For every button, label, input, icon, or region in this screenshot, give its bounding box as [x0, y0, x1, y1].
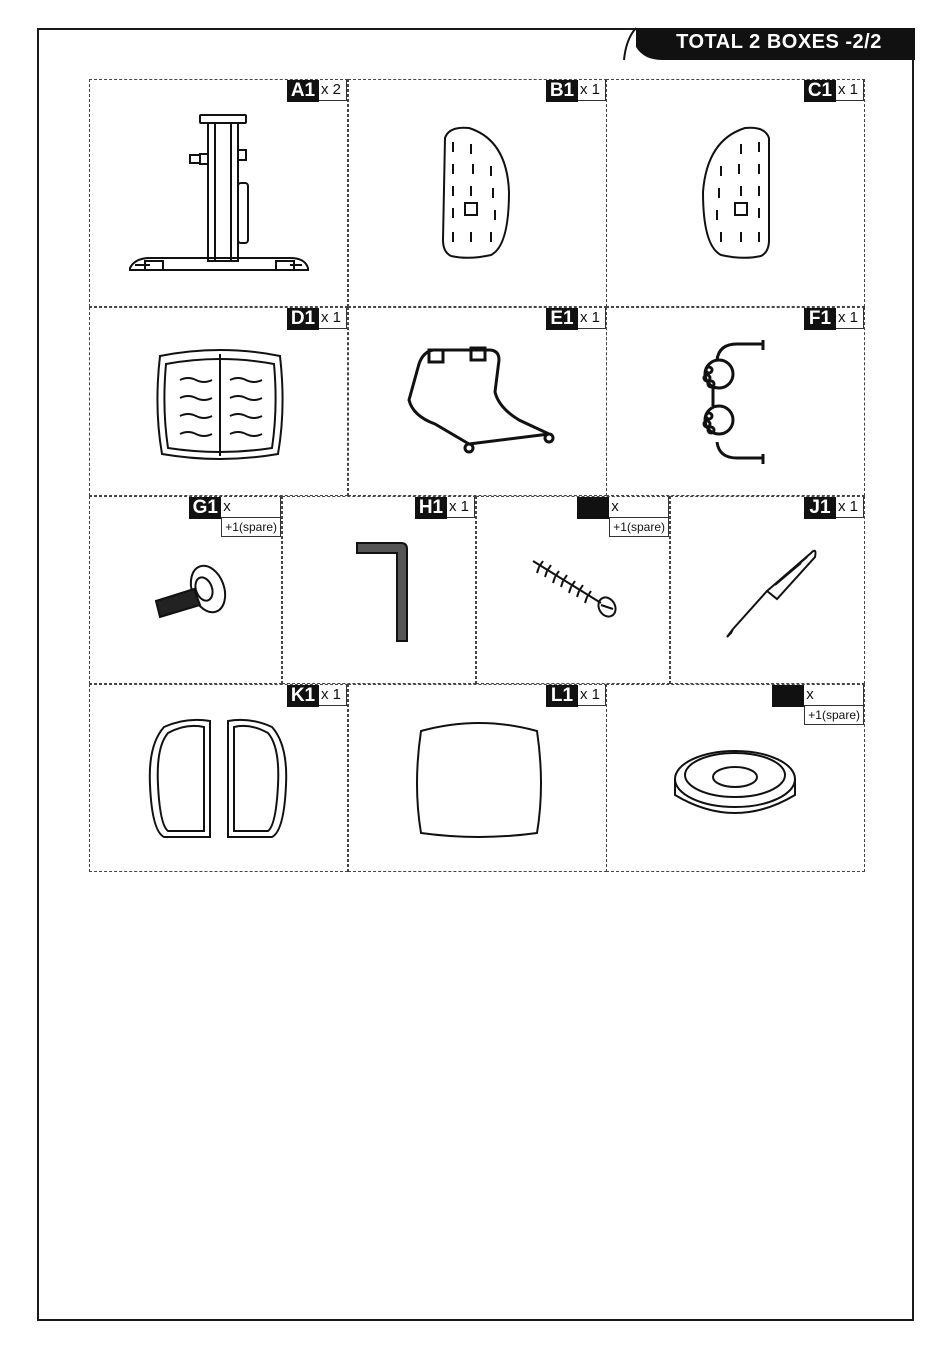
part-cell-d1	[89, 307, 348, 496]
part-cell-a1	[89, 79, 348, 307]
part-id-tag: E1	[546, 308, 578, 330]
part-id-tag: H1	[415, 497, 447, 519]
part-quantity: x 1	[319, 308, 347, 329]
part-cell-m1	[606, 684, 865, 872]
part-cell-f1	[606, 307, 865, 496]
pedestal-base-illustration	[90, 80, 349, 308]
parts-grid	[89, 79, 865, 872]
part-quantity: x 1	[447, 497, 475, 518]
armrest-bracket-illustration	[607, 308, 866, 497]
part-quantity: x 1	[836, 80, 864, 101]
part-quantity: x 2	[319, 80, 347, 101]
part-cell-c1	[606, 79, 865, 307]
seat-cushion-illustration	[349, 685, 608, 873]
part-id-tag: B1	[546, 80, 578, 102]
seat-frame-illustration	[349, 308, 608, 497]
spare-note: +1(spare)	[609, 518, 669, 537]
part-cell-h1	[282, 496, 476, 684]
backrest-plate-illustration	[349, 80, 608, 308]
part-id-tag: K1	[287, 685, 319, 707]
part-cell-k1	[89, 684, 348, 872]
part-cell-i1	[476, 496, 670, 684]
part-id-tag	[577, 497, 609, 519]
part-id-tag: G1	[189, 497, 221, 519]
part-id-tag: F1	[804, 308, 836, 330]
part-id-tag	[772, 685, 804, 707]
box-count-label: TOTAL 2 BOXES -2/2	[676, 31, 882, 53]
part-quantity: x 1	[836, 497, 864, 518]
box-count-tab	[622, 27, 916, 61]
part-id-tag: L1	[546, 685, 578, 707]
part-quantity: x 1	[836, 308, 864, 329]
part-id-tag: D1	[287, 308, 319, 330]
part-quantity: x 1	[578, 80, 606, 101]
part-quantity: x 1	[578, 685, 606, 706]
part-id-tag: C1	[804, 80, 836, 102]
armrest-pads-illustration	[90, 685, 349, 873]
part-cell-j1	[670, 496, 865, 684]
screwdriver-illustration	[671, 497, 866, 685]
part-id-tag: A1	[287, 80, 319, 102]
part-id-tag: J1	[804, 497, 836, 519]
spare-note: +1(spare)	[804, 706, 864, 725]
allen-key-illustration	[283, 497, 477, 685]
part-quantity: x	[221, 497, 281, 518]
part-cell-l1	[348, 684, 607, 872]
part-cell-g1	[89, 496, 282, 684]
part-quantity: x 1	[578, 308, 606, 329]
seat-shell-illustration	[90, 308, 349, 497]
part-cell-e1	[348, 307, 607, 496]
part-cell-b1	[348, 79, 607, 307]
part-quantity: x	[609, 497, 669, 518]
spare-note: +1(spare)	[221, 518, 281, 537]
part-quantity: x 1	[319, 685, 347, 706]
backrest-plate-mirror-illustration	[607, 80, 866, 308]
part-quantity: x	[804, 685, 864, 706]
